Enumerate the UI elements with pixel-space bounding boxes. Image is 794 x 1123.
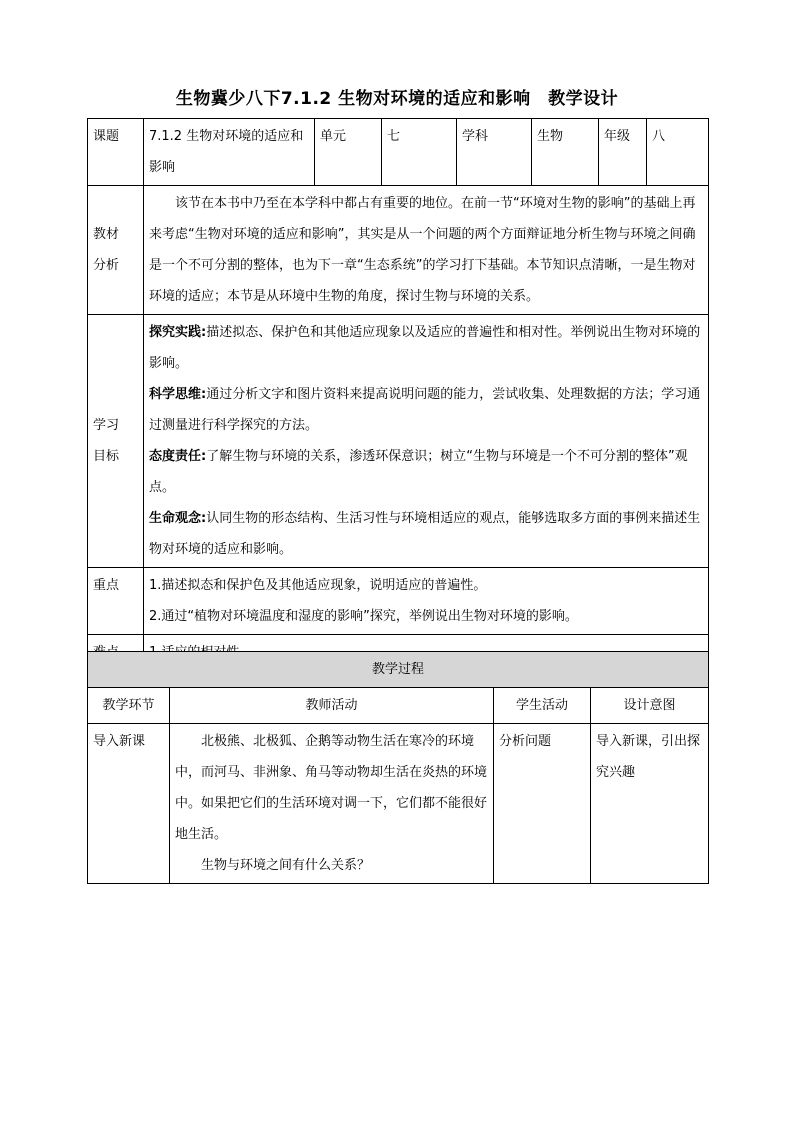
objective-body: 描述拟态、保护色和其他适应现象以及适应的普遍性和相对性。举例说出生物对环境的影响。 [149,325,701,371]
design-intent-cell: 导入新课，引出探究兴趣 [591,724,709,884]
analysis-row [88,186,709,315]
objective-body: 了解生物与环境的关系，渗透环保意识；树立“生物与环境是一个不可分割的整体”观点。 [149,449,688,495]
teacher-activity-cell [170,724,494,884]
unit-label: 单元 [315,119,382,186]
key-points-row [88,568,709,635]
objective-item [149,379,703,441]
document-title: 生物冀少八下7.1.2 生物对环境的适应和影响 教学设计 [175,89,619,109]
process-column-header-row [88,688,709,724]
student-activity-cell: 分析问题 [494,724,591,884]
key-point-item: 1.描述拟态和保护色及其他适应现象，说明适应的普遍性。 [149,578,487,593]
key-point-item: 2.通过“植物对环境温度和湿度的影响”探究，举例说出生物对环境的影响。 [149,609,578,624]
analysis-paragraph: 该节在本书中乃至在本学科中都占有重要的地位。在前一节“环境对生物的影响”的基础上再来考虑“生物对环境的适应和影响”，其实是从一个问题的两个方面辩证地分析生物与环境之间确是一个不可分割的整体，也为下一章“生态系统”的学习打下基础。本节知识点清晰，一是生物对环境的适应；本节是从环境中生物的角度，探讨生物与环境的关系。 [149,196,696,304]
column-header-teacher: 教师活动 [170,688,494,724]
objective-head: 科学思维: [149,387,207,402]
topic-label: 课题 [88,119,144,186]
analysis-text [144,186,709,315]
teacher-activity-question: 生物与环境之间有什么关系？ [201,858,371,873]
objectives-text [144,315,709,568]
grade-value: 八 [647,119,709,186]
column-header-stage: 教学环节 [88,688,170,724]
topic-value: 7.1.2 生物对环境的适应和影响 [144,119,315,186]
objective-head: 态度责任: [149,449,207,464]
lesson-info-table [87,118,709,671]
grade-label: 年级 [599,119,647,186]
analysis-label [88,186,144,315]
key-points-label: 重点 [88,568,144,635]
objectives-label-line2: 目标 [93,449,120,464]
objectives-label [88,315,144,568]
teaching-process-table [87,651,709,884]
column-header-student: 学生活动 [494,688,591,724]
subject-value: 生物 [532,119,599,186]
objectives-row [88,315,709,568]
subject-label: 学科 [457,119,532,186]
objectives-label-line1: 学习 [93,418,120,433]
objective-head: 探究实践: [149,325,207,340]
process-heading: 教学过程 [88,652,709,688]
process-heading-row [88,652,709,688]
header-row [88,119,709,186]
objective-item [149,503,703,565]
teacher-activity-paragraph: 北极熊、北极狐、企鹅等动物生活在寒冷的环境中，而河马、非洲象、角马等动物却生活在炎热的环境中。如果把它们的生活环境对调一下，它们都不能很好地生活。 [175,734,488,842]
stage-cell: 导入新课 [88,724,170,884]
analysis-label-line2: 分析 [93,258,120,273]
objective-item [149,441,703,503]
objective-item [149,317,703,379]
unit-value: 七 [382,119,457,186]
analysis-label-line1: 教材 [93,227,120,242]
column-header-intent: 设计意图 [591,688,709,724]
key-points-text [144,568,709,635]
objective-head: 生命观念: [149,511,207,526]
table-row [88,724,709,884]
objective-body: 认同生物的形态结构、生活习性与环境相适应的观点，能够选取多方面的事例来描述生物对环境的适应和影响。 [149,511,701,557]
objective-body: 通过分析文字和图片资料来提高说明问题的能力，尝试收集、处理数据的方法；学习通过测量进行科学探究的方法。 [149,387,701,433]
